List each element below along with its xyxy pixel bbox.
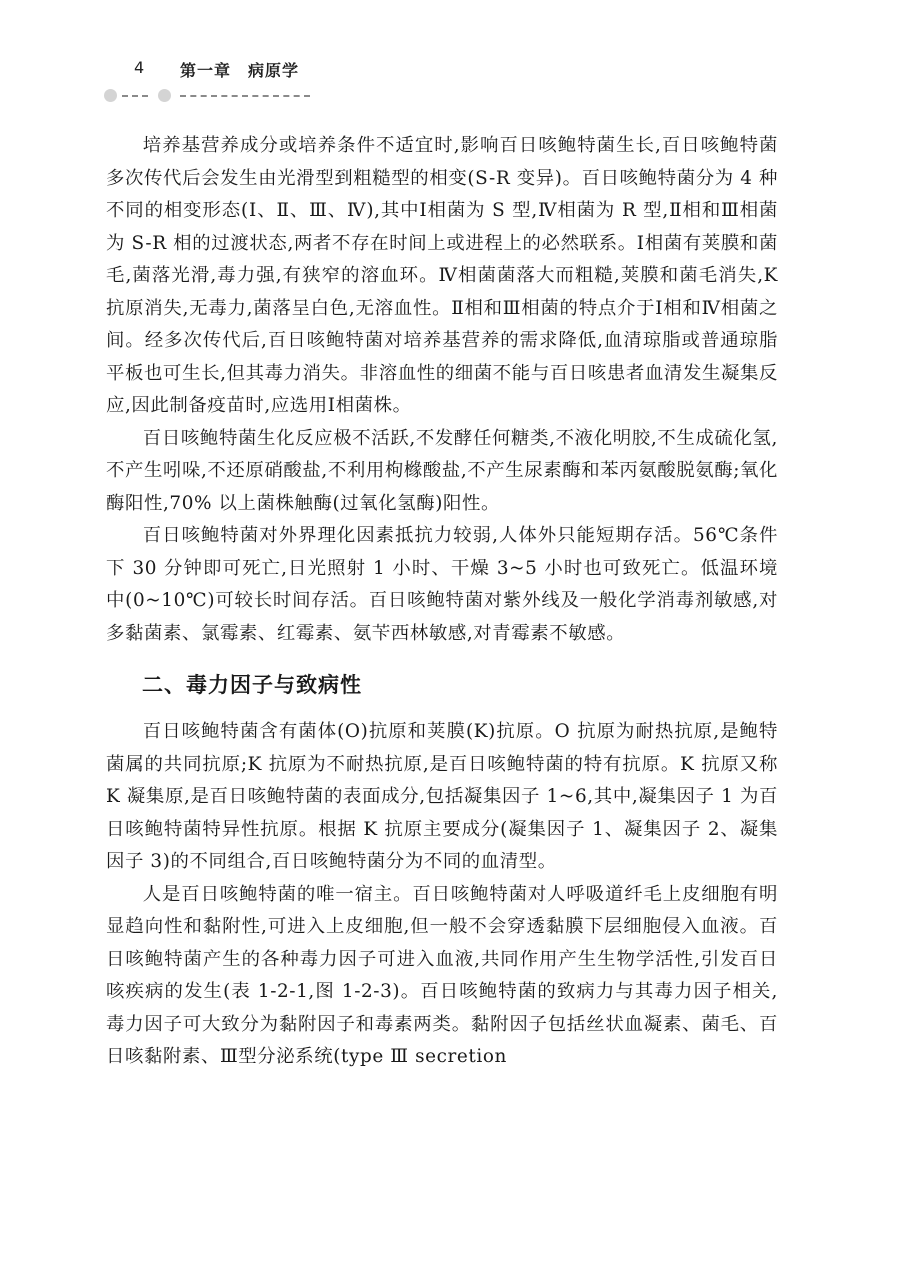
paragraph-biochemistry: 百日咳鲍特菌生化反应极不活跃,不发酵任何糖类,不液化明胶,不生成硫化氢,不产生吲哚,不还原硝酸盐,不利用枸橼酸盐,不产生尿素酶和苯丙氨酸脱氨酶;氧化酶阳性,70% 以上菌株触酶(过氧化氢酶)阳性。 [106, 427, 778, 514]
paragraph-pathogenicity: 人是百日咳鲍特菌的唯一宿主。百日咳鲍特菌对人呼吸道纤毛上皮细胞有明显趋向性和黏附性,可进入上皮细胞,但一般不会穿透黏膜下层细胞侵入血液。百日咳鲍特菌产生的各种毒力因子可进入血液,共同作用产生生物学活性,引发百日咳疾病的发生(表 1-2-1,图 1-2-3)。百日咳鲍特菌的致病力与其毒力因子相关,毒力因子可大致分为黏附因子和毒素两类。黏附因子包括丝状血凝素、菌毛、百日咳黏附素、Ⅲ型分泌系统(type Ⅲ secretion [106, 883, 778, 1067]
rule-dot-right [158, 89, 171, 102]
header-decorative-rule [122, 88, 322, 102]
page-header [122, 56, 782, 106]
page-number: 4 [134, 58, 145, 77]
paragraph-phase-variation: 培养基营养成分或培养条件不适宜时,影响百日咳鲍特菌生长,百日咳鲍特菌多次传代后会发生由光滑型到粗糙型的相变(S-R 变异)。百日咳鲍特菌分为 4 种不同的相变形态(Ⅰ、Ⅱ、Ⅲ、Ⅳ),其中Ⅰ相菌为 S 型,Ⅳ相菌为 R 型,Ⅱ相和Ⅲ相菌为 S-R 相的过渡状态,两者不存在时间上或进程上的必然联系。Ⅰ相菌有荚膜和菌毛,菌落光滑,毒力强,有狭窄的溶血环。Ⅳ相菌菌落大而粗糙,荚膜和菌毛消失,K 抗原消失,无毒力,菌落呈白色,无溶血性。Ⅱ相和Ⅲ相菌的特点介于Ⅰ相和Ⅳ相菌之间。经多次传代后,百日咳鲍特菌对培养基营养的需求降低,血清琼脂或普通琼脂平板也可生长,但其毒力消失。非溶血性的细菌不能与百日咳患者血清发生凝集反应,因此制备疫苗时,应选用Ⅰ相菌株。 [106, 135, 778, 416]
page-body [106, 130, 778, 1074]
paragraph-resistance: 百日咳鲍特菌对外界理化因素抵抗力较弱,人体外只能短期存活。56℃条件下 30 分钟即可死亡,日光照射 1 小时、干燥 3~5 小时也可致死亡。低温环境中(0~10℃)可较长时间存活。百日咳鲍特菌对紫外线及一般化学消毒剂敏感,对多黏菌素、氯霉素、红霉素、氨苄西林敏感,对青霉素不敏感。 [106, 525, 778, 644]
rule-dot-left [104, 89, 117, 102]
rule-dash-short [122, 95, 148, 97]
paragraph-antigens: 百日咳鲍特菌含有菌体(O)抗原和荚膜(K)抗原。O 抗原为耐热抗原,是鲍特菌属的共同抗原;K 抗原为不耐热抗原,是百日咳鲍特菌的特有抗原。K 抗原又称 K 凝集原,是百日咳鲍特菌的表面成分,包括凝集因子 1~6,其中,凝集因子 1 为百日咳鲍特菌特异性抗原。根据 K 抗原主要成分(凝集因子 1、凝集因子 2、凝集因子 3)的不同组合,百日咳鲍特菌分为不同的血清型。 [106, 721, 778, 872]
section-title: 二、毒力因子与致病性 [142, 673, 362, 697]
rule-dash-long [180, 95, 310, 97]
chapter-title: 第一章 病原学 [180, 61, 300, 80]
